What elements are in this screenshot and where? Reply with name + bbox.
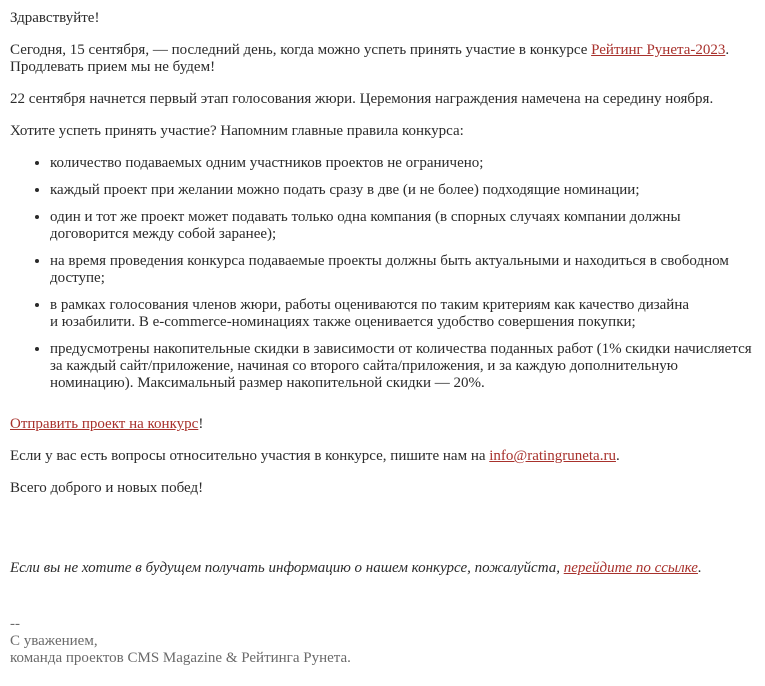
intro-paragraph: [10, 42, 755, 76]
greeting: Здравствуйте!: [10, 10, 100, 26]
rating-runet-link[interactable]: Рейтинг Рунета-2023: [591, 42, 726, 58]
submit-project-link[interactable]: Отправить проект на конкурс: [10, 416, 199, 432]
signature: [10, 616, 755, 667]
submit-paragraph: [10, 416, 755, 433]
rules-intro: Хотите успеть принять участие? Напомним главные правила конкурса:: [10, 123, 464, 139]
signature-dashes: --: [10, 616, 20, 632]
questions-paragraph: [10, 448, 755, 465]
rules-list: [10, 155, 755, 392]
unsubscribe-paragraph: [10, 560, 755, 577]
questions-text: Если у вас есть вопросы относительно участия в конкурсе, пишите нам на: [10, 448, 490, 464]
list-item: • в рамках голосования членов жюри, работы оцениваются по таким критериям как качество дизайна и юзабилити. В e-commerce-номинациях также оценивается удобство совершения покупки;: [50, 297, 755, 331]
unsubscribe-text: Если вы не хотите в будущем получать информацию о нашем конкурсе, пожалуйста,: [10, 560, 564, 576]
list-item: • один и тот же проект может подавать только одна компания (в спорных случаях компании должны договорится между собой заранее);: [50, 209, 755, 243]
spacer: [10, 592, 755, 616]
list-item: • количество подаваемых одним участников проектов не ограничено;: [50, 155, 755, 172]
spacer: [10, 512, 755, 560]
schedule-paragraph: 22 сентября начнется первый этап голосования жюри. Церемония награждения намечена на середину ноября.: [10, 91, 714, 107]
signature-line: С уважением,: [10, 633, 98, 649]
farewell: Всего доброго и новых побед!: [10, 480, 204, 496]
submit-exclamation: !: [198, 416, 204, 432]
intro-text-end: . Продлевать прием мы не будем!: [10, 42, 730, 75]
intro-text: Сегодня, 15 сентября, — последний день, когда можно успеть принять участие в конкурсе: [10, 42, 592, 58]
email-link[interactable]: info@ratingruneta.ru: [489, 448, 616, 464]
questions-end: .: [615, 448, 620, 464]
list-item: • каждый проект при желании можно подать сразу в две (и не более) подходящие номинации;: [50, 182, 755, 199]
unsubscribe-link[interactable]: перейдите по ссылке: [563, 560, 698, 576]
signature-team: команда проектов CMS Magazine & Рейтинга Рунета.: [10, 650, 351, 666]
list-item: • на время проведения конкурса подаваемые проекты должны быть актуальными и находиться в свободном доступе;: [50, 253, 755, 287]
list-item: • предусмотрены накопительные скидки в зависимости от количества поданных работ (1% скидки начисляется за каждый сайт/приложение, начиная со второго сайта/приложения, и за каждую дополнительную номинацию). Максимальный размер накопительной скидки — 20%.: [50, 341, 755, 392]
unsubscribe-end: .: [697, 560, 702, 576]
